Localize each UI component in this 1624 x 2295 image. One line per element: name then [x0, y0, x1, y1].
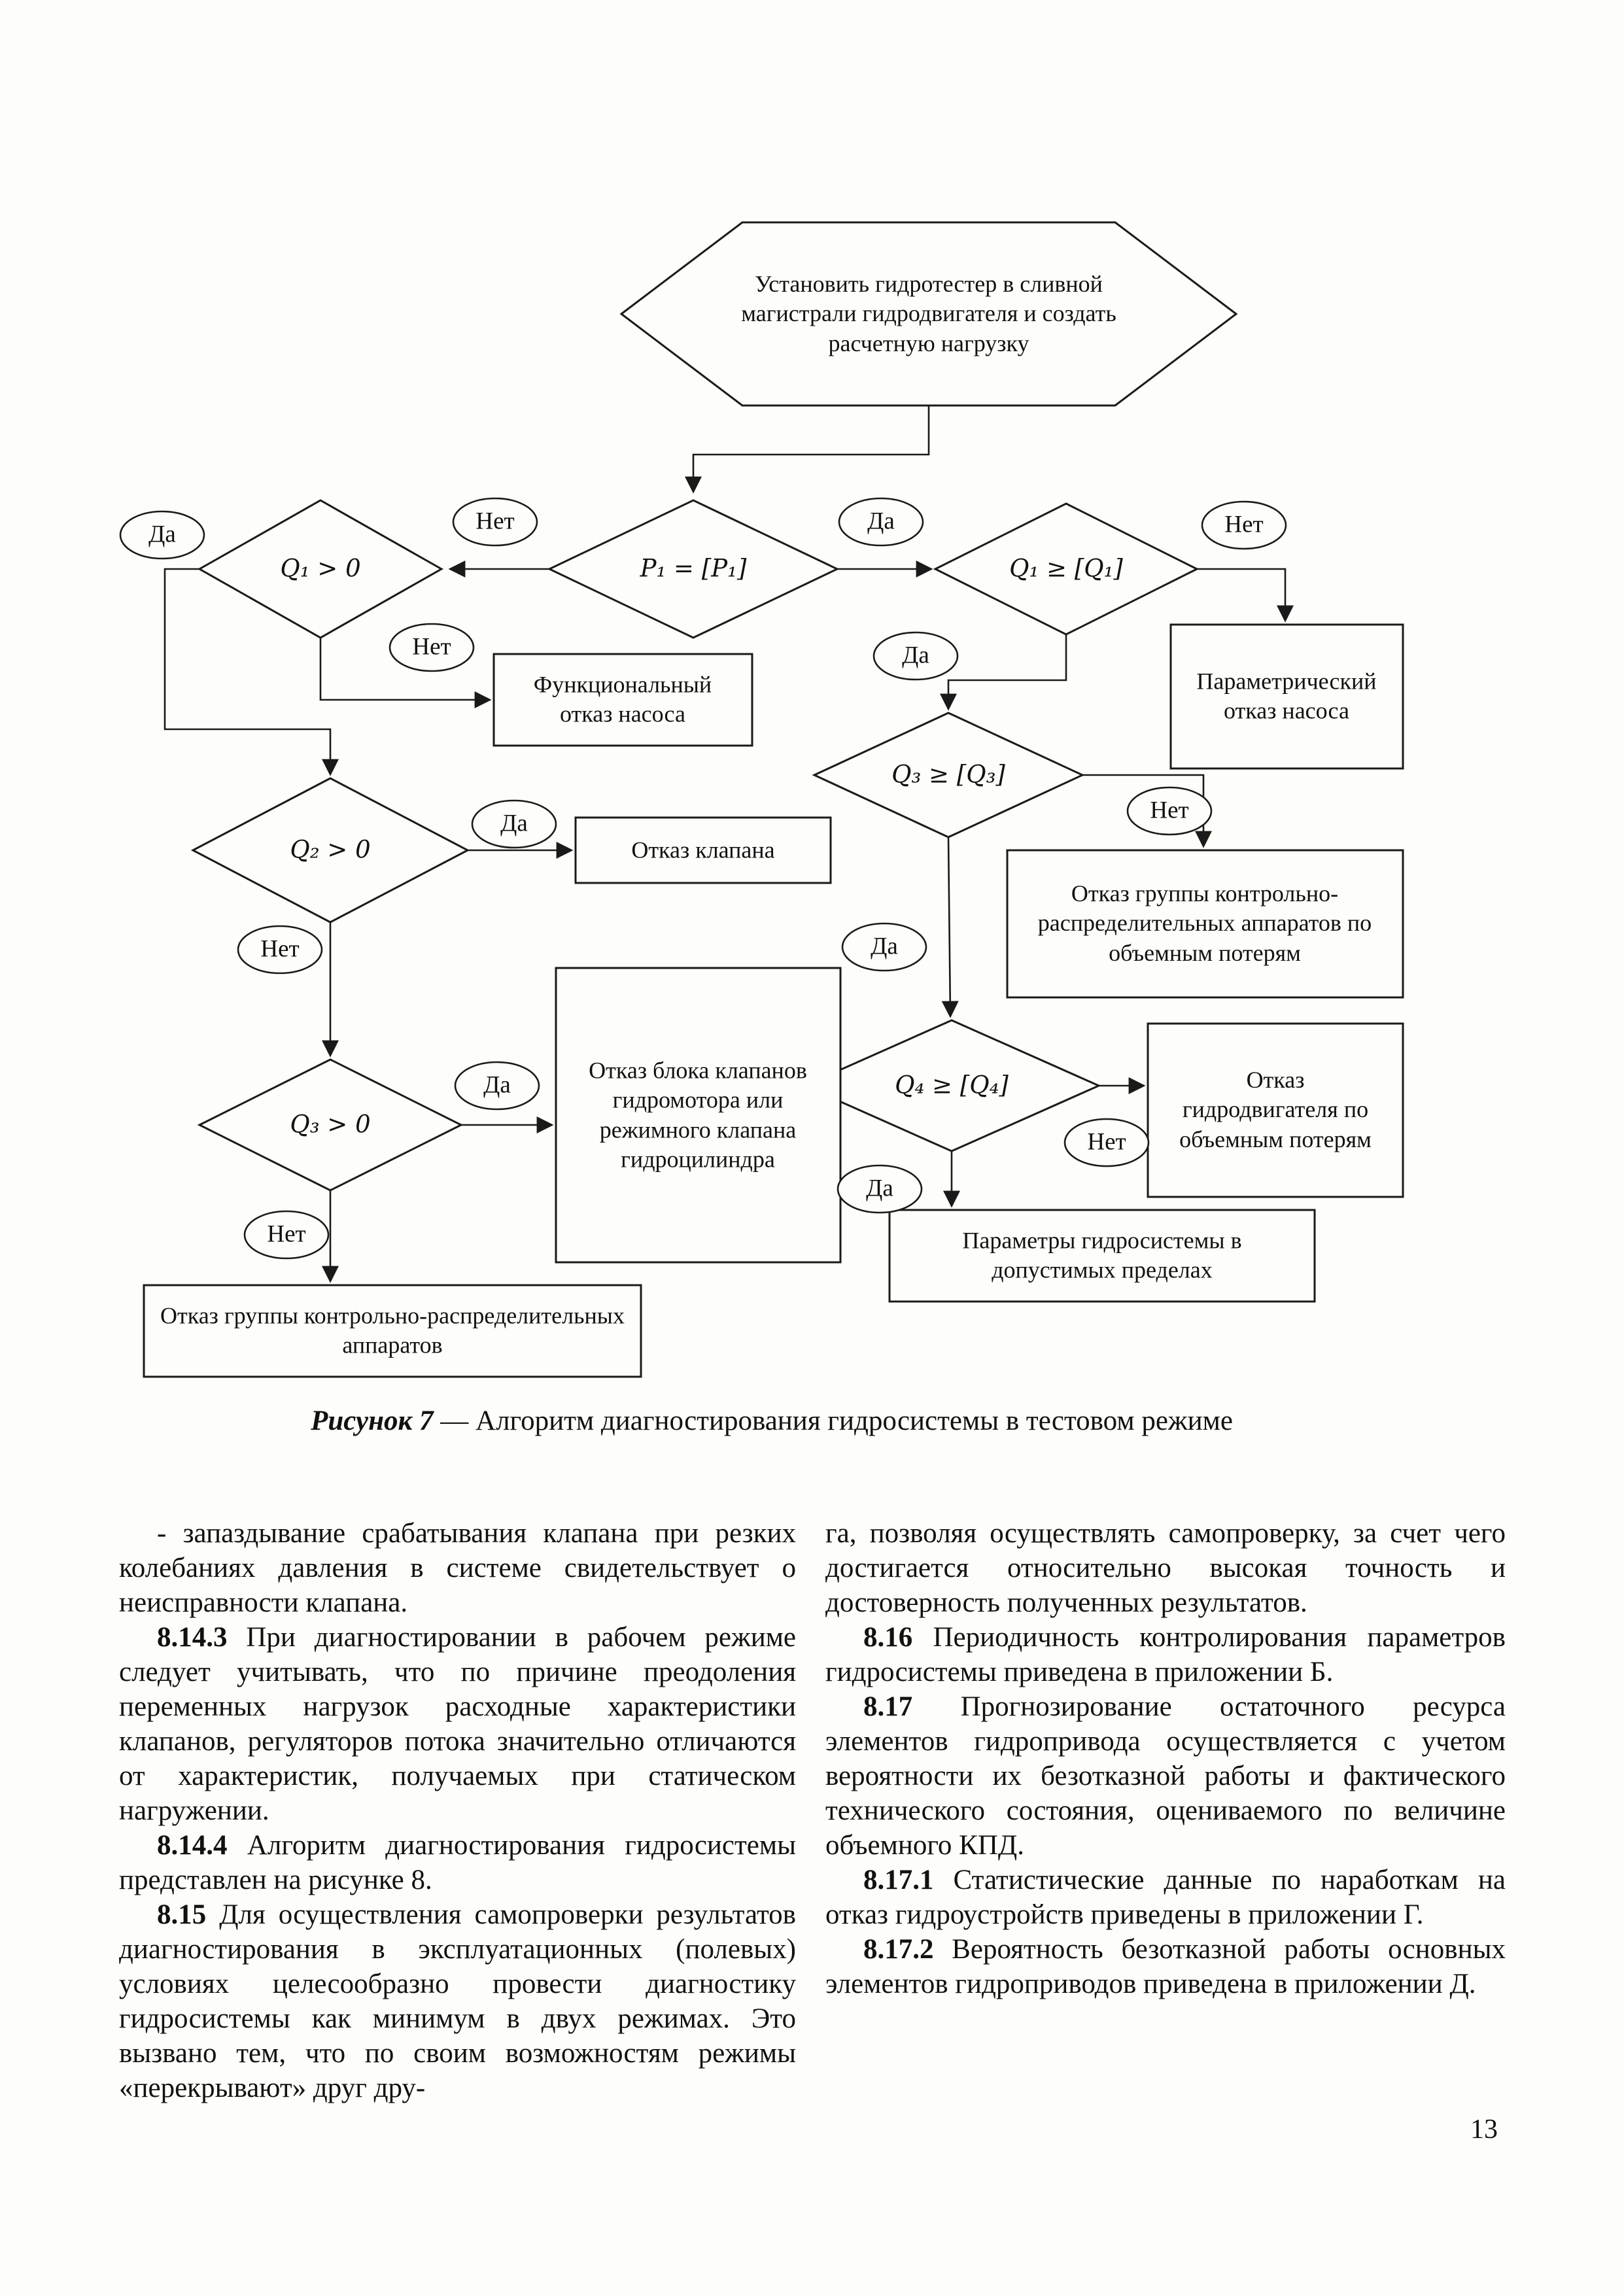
paragraph — [119, 1897, 796, 2105]
branch-no-label: Нет — [412, 633, 451, 661]
paragraph — [119, 1828, 796, 1897]
paragraph — [825, 1516, 1506, 1620]
branch-no-label: Нет — [267, 1220, 306, 1248]
box-control-group-label: Отказ группы контрольно-распределительных аппаратов — [160, 1302, 625, 1358]
connector-start-to-p1 — [693, 406, 929, 492]
branch-yes-label: Да — [500, 810, 528, 837]
branch-yes-label: Да — [902, 642, 929, 669]
box-param-failure-label: Параметрический отказ насоса — [1196, 668, 1377, 724]
paragraph-text: Периодичность контролирования параметров гидросистемы приведена в приложении Б. — [825, 1622, 1506, 1687]
box-valve-failure-label: Отказ клапана — [631, 837, 775, 863]
decision-q3a-label: Q₃ ≥ [Q₃] — [891, 760, 1005, 789]
connector-q1a-yes-to-q3a — [948, 634, 1066, 709]
decision-q2-label: Q₂ > 0 — [290, 835, 371, 864]
branch-no-label: Нет — [1224, 511, 1264, 538]
paragraph-text: Прогнозирование остаточного ресурса элементов гидропривода осуществляется с учетом вероятности их безотказной работы и фактического технического состояния, оцениваемого по величине объемного КПД. — [825, 1691, 1506, 1861]
section-number: 8.17.2 — [863, 1934, 934, 1965]
paragraph — [825, 1689, 1506, 1863]
decision-q1a-label: Q₁ ≥ [Q₁] — [1009, 554, 1123, 583]
section-number: 8.17 — [863, 1691, 913, 1722]
section-number: 8.14.4 — [157, 1830, 228, 1861]
paragraph — [825, 1863, 1506, 1932]
connector-q3a-yes-to-q4 — [948, 837, 950, 1016]
paragraph-text: Вероятность безотказной работы основных элементов гидроприводов приведена в приложении Д. — [825, 1934, 1506, 1999]
branch-yes-label: Да — [866, 1175, 893, 1202]
branch-yes-label: Да — [871, 933, 898, 960]
paragraph-text: га, позволяя осуществлять самопроверку, за счет чего достигается относительно высокая точность и достоверность полученных результатов. — [825, 1518, 1506, 1618]
paragraph-text: Для осуществления самопроверки результатов диагностирования в эксплуатационных (полевых) условиях целесообразно провести диагностику гидросистемы как минимум в двух режимах. Это вызвано тем, что по своим возможностям режимы «перекрывают» друг дру- — [119, 1899, 796, 2103]
text-column-left — [119, 1516, 796, 2105]
decision-q3-label: Q₃ > 0 — [290, 1110, 371, 1139]
figure-caption-text: — Алгоритм диагностирования гидросистемы в тестовом режиме — [433, 1406, 1233, 1436]
section-number: 8.14.3 — [157, 1622, 228, 1653]
branch-yes-label: Да — [867, 508, 895, 535]
decision-q4-label: Q₄ ≥ [Q₄] — [895, 1071, 1009, 1099]
paragraph — [825, 1620, 1506, 1689]
decision-p1-label: P₁ = [P₁] — [640, 554, 747, 583]
paragraph-text: Алгоритм диагностирования гидросистемы представлен на рисунке 8. — [119, 1830, 796, 1895]
paragraph-text: При диагностировании в рабочем режиме следует учитывать, что по причине преодоления переменных нагрузок расходные характеристики клапанов, регуляторов потока значительно отличаются от характеристик, получаемых при статическом нагружении. — [119, 1622, 796, 1826]
paragraph — [825, 1932, 1506, 2001]
start-hexagon-label: Установить гидротестер в сливной магистрали гидродвигателя и создать расчетную нагрузку — [741, 270, 1116, 356]
box-motor-vol-label: Отказ гидродвигателя по объемным потерям — [1179, 1066, 1372, 1152]
branch-no-label: Нет — [475, 508, 515, 535]
branch-no-label: Нет — [260, 935, 300, 963]
branch-no-label: Нет — [1150, 797, 1189, 824]
box-valve-block-label: Отказ блока клапанов гидромотора или режимного клапана гидроцилиндра — [589, 1057, 807, 1173]
paragraph — [119, 1516, 796, 1620]
branch-no-label: Нет — [1087, 1128, 1126, 1156]
paragraph-text: - запаздывание срабатывания клапана при резких колебаниях давления в системе свидетельствует о неисправности клапана. — [119, 1518, 796, 1618]
branch-yes-label: Да — [483, 1071, 511, 1099]
figure-caption — [39, 1405, 1504, 1437]
box-group-vol-label: Отказ группы контрольно-распределительных аппаратов по объемным потерям — [1037, 880, 1372, 966]
section-number: 8.16 — [863, 1622, 913, 1653]
page-number: 13 — [1470, 2114, 1498, 2145]
connector-q1a-no-to-param-failure — [1197, 569, 1285, 621]
branch-yes-label: Да — [148, 521, 176, 548]
box-func-failure-label: Функциональный отказ насоса — [533, 671, 712, 727]
text-column-right — [825, 1516, 1506, 2001]
paragraph-text: Статистические данные по наработкам на отказ гидроустройств приведены в приложении Г. — [825, 1865, 1506, 1930]
decision-q1-label: Q₁ > 0 — [280, 554, 361, 583]
section-number: 8.15 — [157, 1899, 207, 1930]
figure-caption-number: Рисунок 7 — [311, 1406, 434, 1436]
box-params-ok-label: Параметры гидросистемы в допустимых пределах — [962, 1227, 1242, 1283]
section-number: 8.17.1 — [863, 1865, 934, 1895]
paragraph — [119, 1620, 796, 1828]
